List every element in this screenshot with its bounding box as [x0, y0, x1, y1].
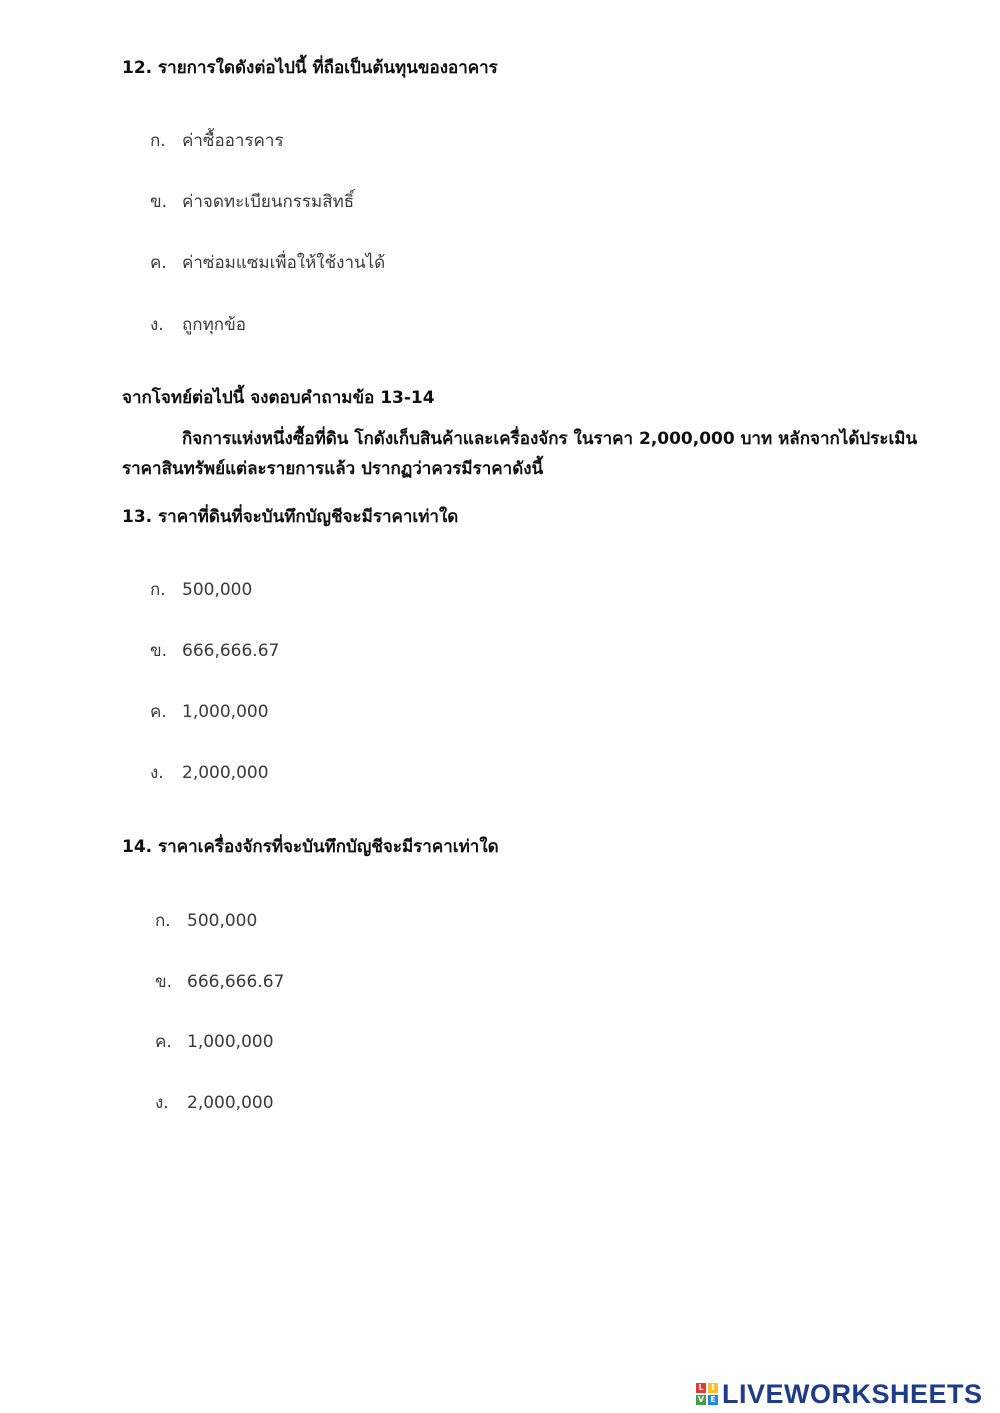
- logo-mark-letter: L: [696, 1383, 706, 1393]
- logo-text: LIVEWORKSHEETS: [722, 1378, 983, 1409]
- option-text: 1,000,000: [187, 1032, 274, 1052]
- q13-option-c[interactable]: [150, 698, 269, 725]
- option-text: ค่าซื้ออารคาร: [182, 131, 284, 151]
- option-text: 2,000,000: [182, 763, 269, 783]
- passage-line-1: กิจการแห่งหนึ่งซื้อที่ดิน โกดังเก็บสินค้าและเครื่องจักร ในราคา 2,000,000 บาท หลักจากได้ประเมิน: [182, 429, 918, 449]
- option-text: ถูกทุกข้อ: [182, 315, 246, 335]
- option-letter: ก.: [150, 131, 166, 151]
- option-letter: ข.: [150, 641, 168, 661]
- q12-option-b[interactable]: [150, 188, 354, 215]
- passage-heading: จากโจทย์ต่อไปนี้ จงตอบคำถามข้อ 13-14: [122, 388, 435, 408]
- q14-option-d[interactable]: [155, 1089, 274, 1116]
- logo-mark-icon: [696, 1383, 718, 1405]
- q12-option-c[interactable]: [150, 249, 385, 276]
- q12-option-a[interactable]: [150, 127, 284, 154]
- passage-line-2: ราคาสินทรัพย์แต่ละรายการแล้ว ปรากฏว่าควรมีราคาดังนี้: [122, 459, 544, 479]
- q13-option-a[interactable]: [150, 576, 252, 603]
- liveworksheets-logo[interactable]: [696, 1378, 983, 1410]
- option-letter: ค.: [150, 702, 167, 722]
- option-letter: ก.: [155, 911, 171, 931]
- option-letter: ก.: [150, 580, 166, 600]
- option-letter: ข.: [150, 192, 168, 212]
- option-text: ค่าซ่อมแซมเพื่อให้ใช้งานได้: [182, 253, 386, 273]
- option-text: 500,000: [182, 580, 253, 600]
- q14-option-a[interactable]: [155, 907, 257, 934]
- option-text: 666,666.67: [187, 972, 285, 992]
- q13-option-b[interactable]: [150, 637, 279, 664]
- question-14-title: 14. ราคาเครื่องจักรที่จะบันทึกบัญชีจะมีราคาเท่าใด: [122, 837, 499, 857]
- option-text: 2,000,000: [187, 1093, 274, 1113]
- option-letter: ง.: [150, 315, 164, 335]
- option-text: 666,666.67: [182, 641, 280, 661]
- option-letter: ง.: [155, 1093, 169, 1113]
- option-letter: ข.: [155, 972, 173, 992]
- logo-mark-letter: V: [697, 1395, 705, 1404]
- q12-option-d[interactable]: [150, 311, 246, 338]
- q14-option-b[interactable]: [155, 968, 284, 995]
- logo-mark-letter: I: [708, 1383, 718, 1393]
- option-text: ค่าจดทะเบียนกรรมสิทธิ์: [182, 192, 355, 212]
- question-12-title: 12. รายการใดดังต่อไปนี้ ที่ถือเป็นต้นทุนของอาคาร: [122, 58, 498, 78]
- option-text: 1,000,000: [182, 702, 269, 722]
- q13-option-d[interactable]: [150, 759, 269, 786]
- question-13-title: 13. ราคาที่ดินที่จะบันทึกบัญชีจะมีราคาเท่าใด: [122, 507, 459, 527]
- q14-option-c[interactable]: [155, 1028, 274, 1055]
- logo-mark-letter: E: [708, 1395, 718, 1405]
- option-letter: ค.: [155, 1032, 172, 1052]
- option-letter: ค.: [150, 253, 167, 273]
- option-text: 500,000: [187, 911, 258, 931]
- option-letter: ง.: [150, 763, 164, 783]
